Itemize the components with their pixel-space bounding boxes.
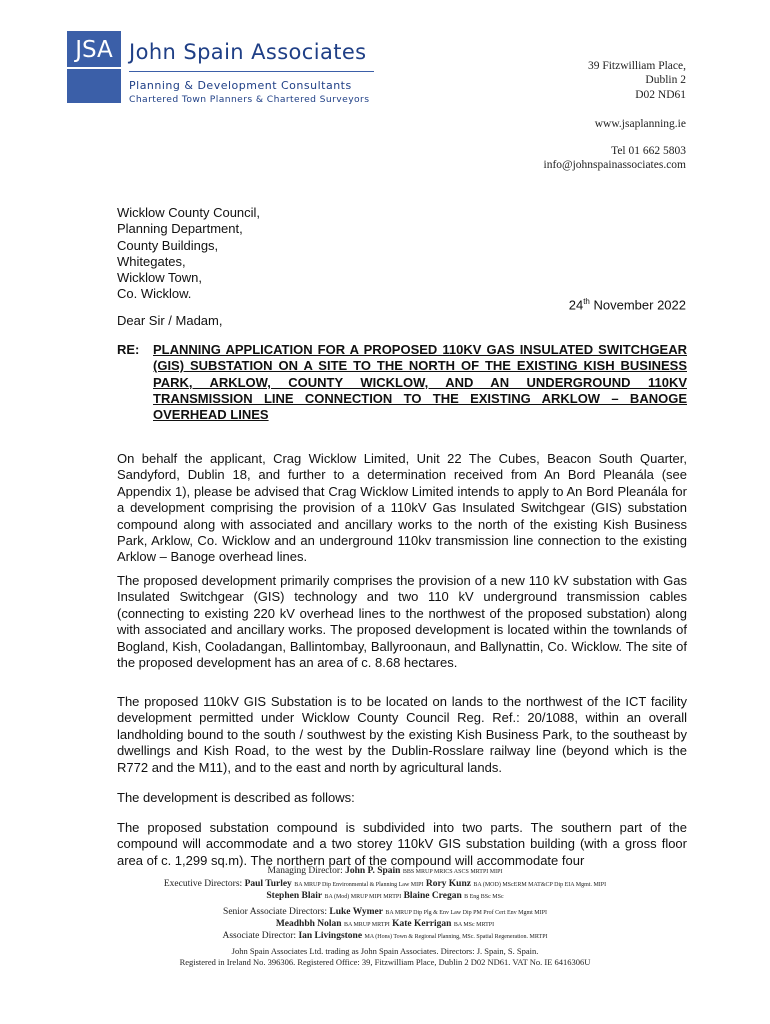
footer-quals: B Eng BSc MSc: [464, 894, 504, 900]
recipient-line: Co. Wicklow.: [117, 286, 192, 302]
footer-person: Paul Turley: [244, 879, 292, 889]
firm-subtitle-1: Planning & Development Consultants: [129, 79, 352, 92]
footer-quals: BA MSc MRTPI: [453, 922, 495, 928]
date-month-year: November 2022: [589, 297, 686, 313]
body-paragraph-5: The proposed substation compound is subdivided into two parts. The southern part of the compound will accommodate and a two storey 110kV GIS substation building (with a gross floor area of c. 1,299 sq.m). The northern part of the compound will accommodate four: [117, 820, 687, 868]
firm-name: John Spain Associates: [129, 40, 367, 64]
footer-senior-associates-2: [0, 919, 770, 929]
address-line-1: 39 Fitzwilliam Place,: [587, 60, 686, 72]
footer-quals: BA (Mod) MRUP MIPI MRTPI: [324, 894, 402, 900]
recipient-line: Whitegates,: [117, 253, 186, 269]
footer-person: Rory Kunz: [425, 879, 471, 889]
letter-date: [569, 297, 686, 312]
date-suffix: th: [583, 297, 590, 306]
footer-senior-associates: [0, 907, 770, 917]
footer-registered: Registered in Ireland No. 396306. Registered Office: 39, Fitzwilliam Place, Dublin 2 D02 ND61. VAT No. IE 6416306U: [179, 957, 591, 967]
body-paragraph-3: The proposed 110kV GIS Substation is to be located on lands to the northwest of the ICT facility development permitted under Wicklow County Council Reg. Ref.: 20/1088, within an overall landholding bound to the south / southwest by the existing Kish Business Park, to the southeast by dwellings and Kish Road, to the west by the Dublin-Rosslare railway line (beyond which is the R772 and the M11), and to the east and north by agricultural lands.: [117, 694, 687, 775]
footer-quals: BA MRUP Dip Plg & Env Law Dip PM Prof Cert Env Mgmt MIPI: [385, 910, 547, 916]
footer-person: Ian Livingstone: [298, 931, 363, 941]
footer-person: Luke Wymer: [329, 907, 383, 917]
footer-managing-director: [0, 866, 770, 876]
body-paragraph-1: On behalf the applicant, Crag Wicklow Limited, Unit 22 The Cubes, Beacon South Quarter, Sandyford, Dublin 18, and further to a determination received from An Bord Pleanála (see Appendix 1), please be advised that Crag Wicklow Limited intends to apply to An Bord Pleanála for a development comprising the provision of a 110kV Gas Insulated Switchgear (GIS) substation compound along with associated and ancillary works to the north of the existing Kish Business Park, Arklow, Co. Wicklow and an underground 110kv transmission line connection to the existing Arklow – Banoge overhead lines.: [117, 451, 687, 565]
subject-heading: PLANNING APPLICATION FOR A PROPOSED 110KV GAS INSULATED SWITCHGEAR (GIS) SUBSTATION ON A SITE TO THE NORTH OF THE EXISTING KISH BUSINESS PARK, ARKLOW, COUNTY WICKLOW, AND AN UNDERGROUND 110KV TRANSMISSION LINE CONNECTION TO THE EXISTING ARKLOW – BANOGE OVERHEAD LINES: [153, 342, 687, 423]
footer-executive-directors: [0, 879, 770, 889]
logo-text: JSA: [75, 37, 113, 63]
footer-label: Managing Director:: [267, 866, 343, 876]
footer-quals: BBS MRUP MRICS ASCS MRTPI MIPI: [402, 869, 503, 875]
date-day: 24: [568, 297, 584, 313]
phone-number: Tel 01 662 5803: [611, 145, 686, 157]
footer-executive-directors-2: [0, 891, 770, 901]
footer-quals: BA (MOD) MScERM MAT&CP Dip EIA Mgmt. MIPI: [473, 882, 607, 888]
email-link[interactable]: info@johnspainassociates.com: [543, 159, 686, 171]
recipient-address: [117, 205, 260, 303]
footer-person: Kate Kerrigan: [392, 919, 452, 929]
address-line-3: D02 ND61: [635, 89, 686, 101]
body-paragraph-2: The proposed development primarily comprises the provision of a new 110 kV substation with Gas Insulated Switchgear (GIS) technology and two 110 kV underground transmission cables (connecting to existing 220 kV overhead lines to the northwest of the proposed substation) along with associated and ancillary works. The proposed development is located within the townlands of Bogland, Kish, Cooladangan, Ballintombay, Ballyroonaun, and Ballynattin, Co. Wicklow. The site of the proposed development has an area of c. 8.68 hectares.: [117, 573, 687, 671]
recipient-line: Wicklow Town,: [117, 270, 203, 286]
footer-person: Stephen Blair: [266, 891, 323, 901]
salutation: Dear Sir / Madam,: [117, 313, 223, 328]
firm-rule: [129, 71, 374, 72]
footer-label: Senior Associate Directors:: [223, 907, 327, 917]
footer-quals: BA MRUP MRTPI: [343, 922, 390, 928]
footer-person: Blaine Cregan: [403, 891, 462, 901]
footer-label: Associate Director:: [222, 931, 297, 941]
firm-subtitle-2: Chartered Town Planners & Chartered Surveyors: [129, 94, 370, 105]
footer-label: Executive Directors:: [163, 879, 243, 889]
recipient-line: Planning Department,: [117, 221, 243, 237]
recipient-line: Wicklow County Council,: [117, 205, 261, 220]
body-paragraph-4: The development is described as follows:: [117, 790, 355, 805]
footer-person: Meadhbh Nolan: [275, 919, 342, 929]
logo-divider: [67, 67, 121, 69]
footer-person: John P. Spain: [345, 866, 401, 876]
recipient-line: County Buildings,: [117, 237, 219, 253]
footer-quals: BA MRUP Dip Environmental & Planning Law MIPI: [294, 882, 424, 888]
website-link[interactable]: www.jsaplanning.ie: [594, 118, 686, 130]
footer-associate-director: [0, 931, 770, 941]
footer-trading: John Spain Associates Ltd. trading as John Spain Associates. Directors: J. Spain, S. Spain.: [231, 946, 539, 956]
address-line-2: Dublin 2: [645, 74, 686, 86]
footer-quals: MA (Hons) Town & Regional Planning, MSc. Spatial Regeneration. MRTPI: [364, 934, 548, 940]
jsa-logo: [67, 31, 121, 103]
re-label: RE:: [117, 342, 140, 357]
